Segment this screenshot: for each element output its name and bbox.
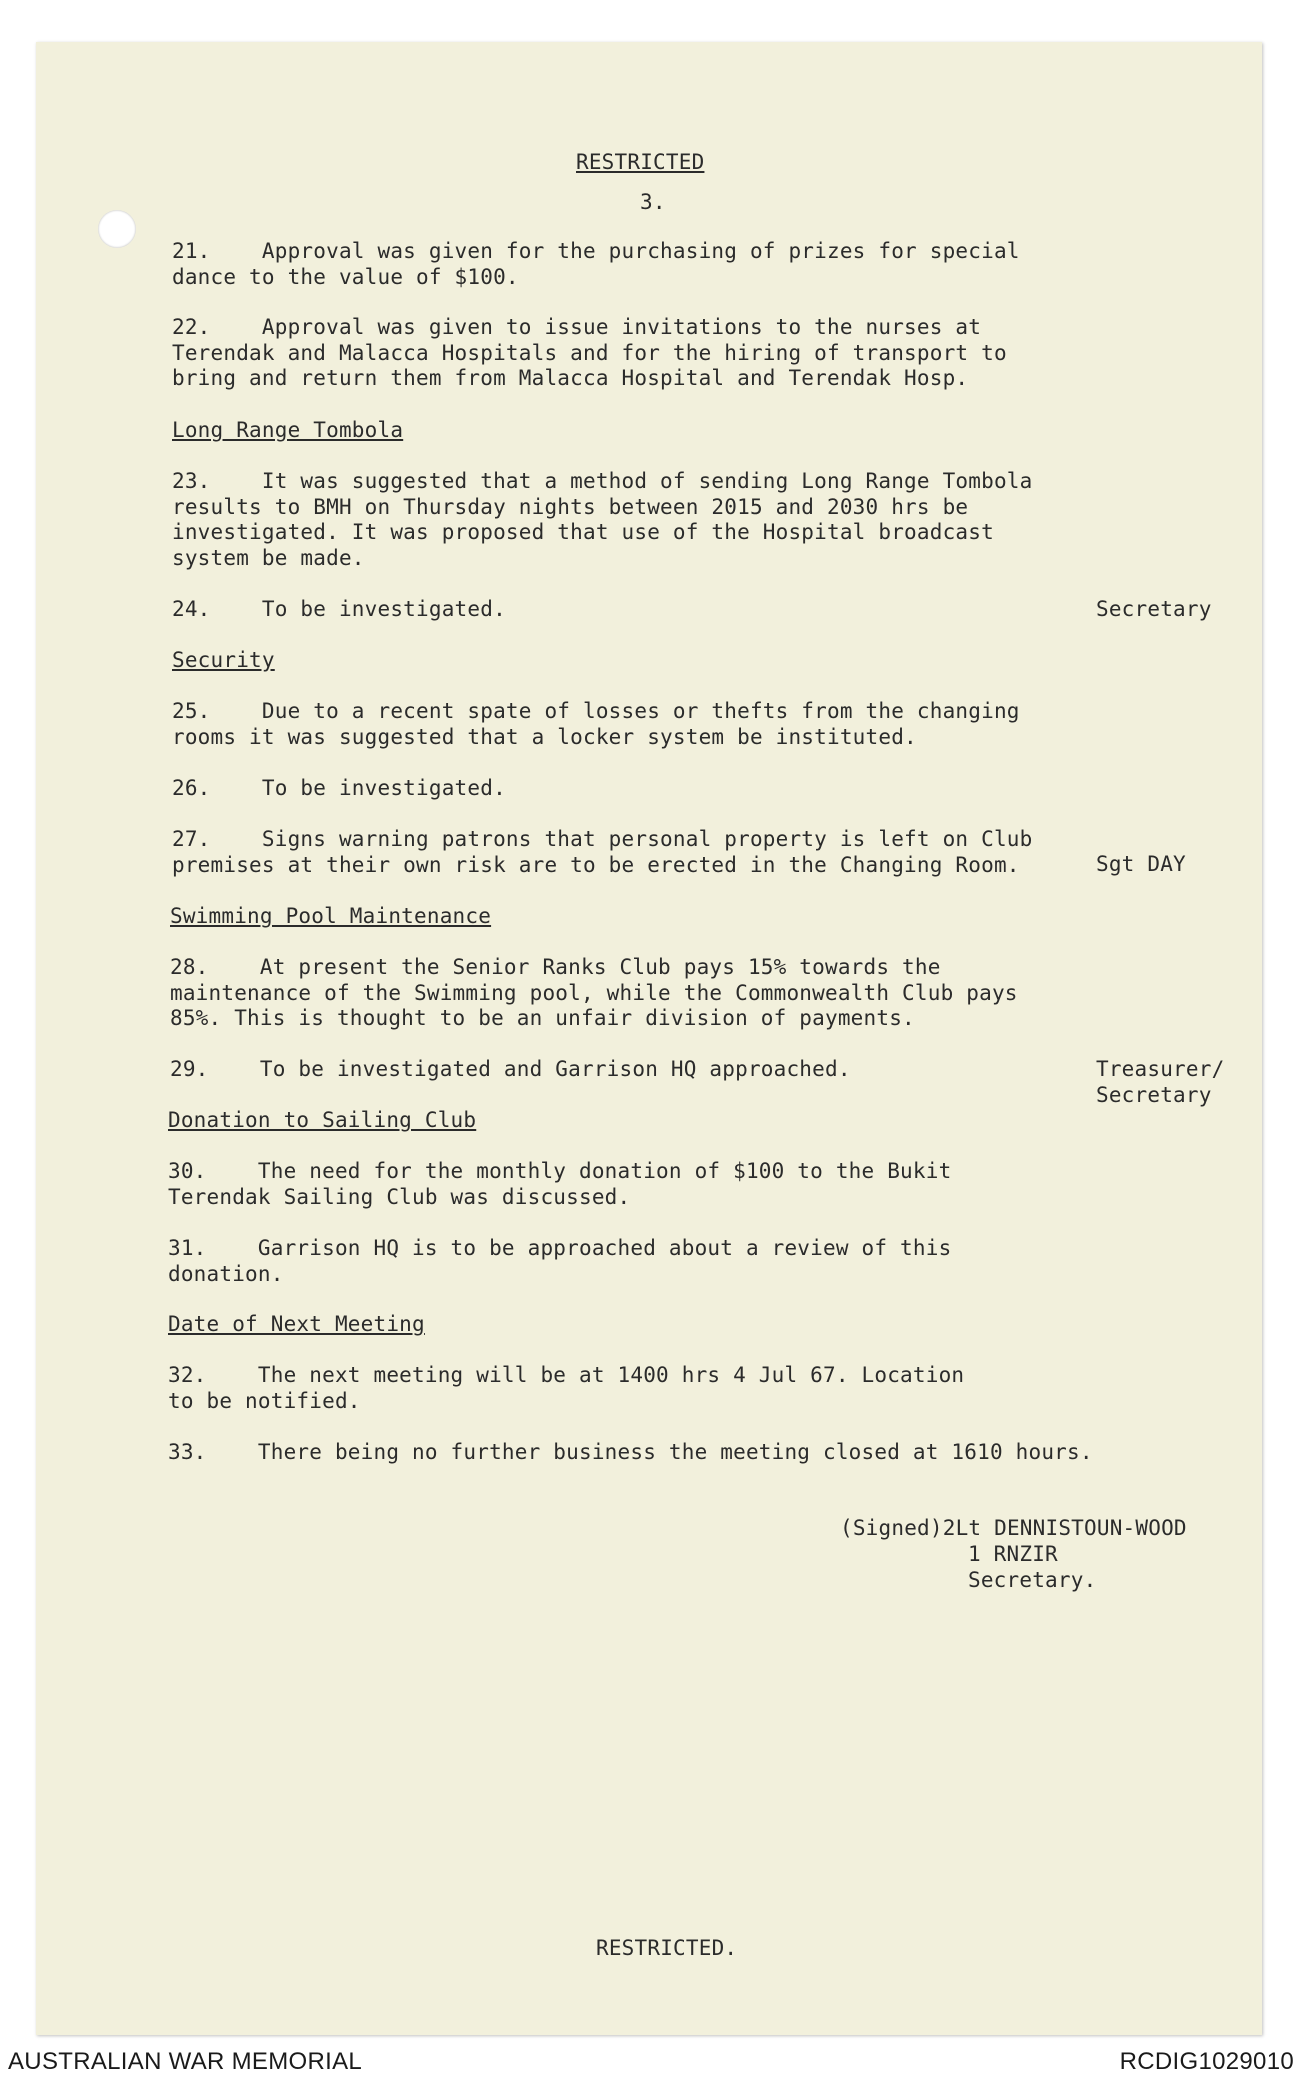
paragraph-24: 24. To be investigated.	[172, 597, 506, 621]
heading-long-range-tombola: Long Range Tombola	[172, 418, 404, 442]
paragraph-27: 27. Signs warning patrons that personal property is left on Club premises at their own risk are to be erected in the Changing Room.	[172, 827, 1033, 877]
signature-line-3: Secretary.	[968, 1568, 1097, 1592]
action-24: Secretary	[1096, 597, 1212, 621]
paragraph-32: 32. The next meeting will be at 1400 hrs 4 Jul 67. Location to be notified.	[168, 1363, 965, 1413]
action-27: Sgt DAY	[1096, 852, 1186, 876]
footer-classification: RESTRICTED.	[596, 1936, 738, 1960]
heading-donation-to-sailing-club: Donation to Sailing Club	[168, 1108, 477, 1132]
paragraph-26: 26. To be investigated.	[172, 776, 506, 800]
paragraph-21: 21. Approval was given for the purchasing of prizes for special dance to the value of $100.	[172, 239, 1020, 289]
paragraph-23: 23. It was suggested that a method of sending Long Range Tombola results to BMH on Thursday nights between 2015 and 2030 hrs be investigated. It was proposed that use of the Hospital broadcast system be made.	[172, 469, 1033, 570]
paragraph-22: 22. Approval was given to issue invitations to the nurses at Terendak and Malacca Hospitals and for the hiring of transport to bring and return them from Malacca Hospital and Terendak Hosp.	[172, 315, 1007, 391]
archive-reference: RCDIG1029010	[1119, 2048, 1294, 2075]
punch-hole	[98, 210, 136, 248]
archive-institution: AUSTRALIAN WAR MEMORIAL	[8, 2048, 363, 2075]
paragraph-28: 28. At present the Senior Ranks Club pays 15% towards the maintenance of the Swimming pool, while the Commonwealth Club pays 85%. This is thought to be an unfair division of payments.	[170, 955, 1018, 1031]
paragraph-30: 30. The need for the monthly donation of $100 to the Bukit Terendak Sailing Club was discussed.	[168, 1159, 952, 1209]
signature-line-2: 1 RNZIR	[968, 1542, 1058, 1566]
paragraph-25: 25. Due to a recent spate of losses or thefts from the changing rooms it was suggested that a locker system be instituted.	[172, 699, 1020, 749]
heading-security: Security	[172, 648, 275, 672]
heading-date-of-next-meeting: Date of Next Meeting	[168, 1312, 425, 1336]
paragraph-33: 33. There being no further business the meeting closed at 1610 hours.	[168, 1440, 1093, 1464]
heading-swimming-pool-maintenance: Swimming Pool Maintenance	[170, 904, 492, 928]
paragraph-29: 29. To be investigated and Garrison HQ approached.	[170, 1057, 851, 1081]
paragraph-31: 31. Garrison HQ is to be approached about a review of this donation.	[168, 1236, 952, 1286]
signature-line-1: (Signed)2Lt DENNISTOUN-WOOD	[840, 1516, 1187, 1540]
action-29: Treasurer/ Secretary	[1096, 1057, 1225, 1107]
page-number: 3.	[640, 190, 666, 214]
header-classification: RESTRICTED	[576, 150, 705, 174]
